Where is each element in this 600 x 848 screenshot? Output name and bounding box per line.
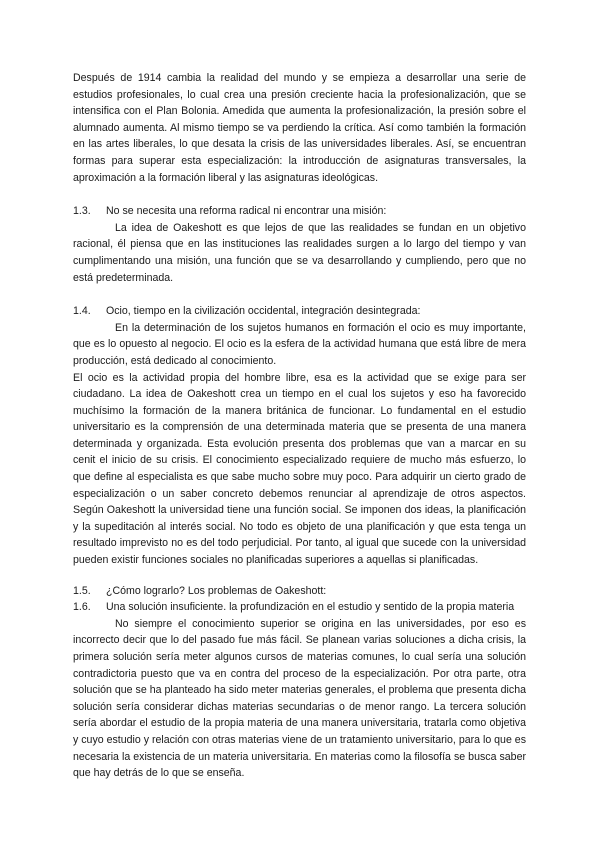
section-1-3-paragraph: La idea de Oakeshott es que lejos de que las realidades se fundan en un objetivo racional, él piensa que en las instituciones las realidades surgen a lo largo del tiempo y van cumplimentando una misión, una función que se va desarrollando y cumpliendo, pero que no está predeterminada. (73, 221, 526, 284)
section-1-6-paragraph: No siempre el conocimiento superior se origina en las universidades, por eso es incorrecto decir que lo del pasado fue más fácil. Se planean varias soluciones a dicha crisis, la primera solución sería meter algunos cursos de materias comunes, lo cual sería una solución contradictoria puesto que va en contra del proceso de la especialización. Por otra parte, otra solución que se ha planteado ha sido meter materias generales, el problema que presenta dicha solución sería considerar dichas materias secundarias o de menor rango. La tercera solución sería abordar el estudio de la propia materia de una manera universitaria, tratarla como objetiva y cuyo estudio y relación con otras materias viene de un tratamiento universitario, para lo que es necesaria la existencia de un materia universitaria. En materias como la filosofía se busca saber que hay detrás de lo que se enseña. (73, 617, 526, 780)
section-title: No se necesita una reforma radical ni encontrar una misión: (106, 205, 387, 218)
section-heading-1-5 (73, 583, 526, 600)
intro-paragraph: Después de 1914 cambia la realidad del mundo y se empieza a desarrollar una serie de estudios profesionales, lo cual crea una presión creciente hacia la profesionalización, que se intensifica con el Plan Bolonia. Amedida que aumenta la profesionalización, la presión sobre el alumnado aumenta. Al mismo tiempo se va perdiendo la crítica. Así como también la formación en las artes liberales, lo que desata la crisis de las universidades liberales. Así, se encuentran formas para superar esta especialización: la introducción de asignaturas transversales, la aproximación a la formación liberal y las asignaturas ideológicas. (73, 72, 526, 184)
section-title: Una solución insuficiente. la profundización en el estudio y sentido de la propia materia (106, 601, 515, 614)
section-1-4-paragraph-2: El ocio es la actividad propia del hombre libre, esa es la actividad que se exige para ser ciudadano. La idea de Oakeshott crea un tiempo en el cual los sujetos y eso ha favorecido muchísimo la formación de la manera británica de funcionar. Lo fundamental en el estudio universitario es la comprensión de una determinada materia que se presenta de una manera determinada y organizada. Esta evolución presenta dos problemas que van a marcar en su cenit el inicio de su crisis. El conocimiento especializado requiere de mucho más esfuerzo, lo que define al especialista es que sabe mucho sobre muy poco. Para adquirir un cierto grado de especialización o un saber concreto debemos renunciar al aprendizaje de otros aspectos. Según Oakeshott la universidad tiene una función social. Se imponen dos ideas, la planificación y la supeditación al interés social. No todo es objeto de una planificación y que esta tenga un resultado imprevisto no es del todo perjudicial. Por tanto, al igual que sucede con la universidad pueden existir funciones sociales no planificadas superiores a aquellas si planificadas. (73, 371, 526, 567)
section-number: 1.4. (73, 305, 91, 318)
section-title: Ocio, tiempo en la civilización occidental, integración desintegrada: (106, 305, 421, 318)
section-number: 1.3. (73, 205, 91, 218)
section-heading-1-6 (73, 599, 526, 616)
section-heading-1-4 (73, 303, 526, 320)
section-heading-1-3 (73, 203, 526, 220)
section-title: ¿Cómo lograrlo? Los problemas de Oakeshott: (106, 584, 327, 597)
section-number: 1.6. (73, 601, 91, 614)
section-number: 1.5. (73, 584, 91, 597)
section-1-4-paragraph-1: En la determinación de los sujetos humanos en formación el ocio es muy importante, que es lo opuesto al negocio. El ocio es la esfera de la actividad humana que está libre de mera producción, está dedicado al conocimiento. (73, 321, 526, 367)
